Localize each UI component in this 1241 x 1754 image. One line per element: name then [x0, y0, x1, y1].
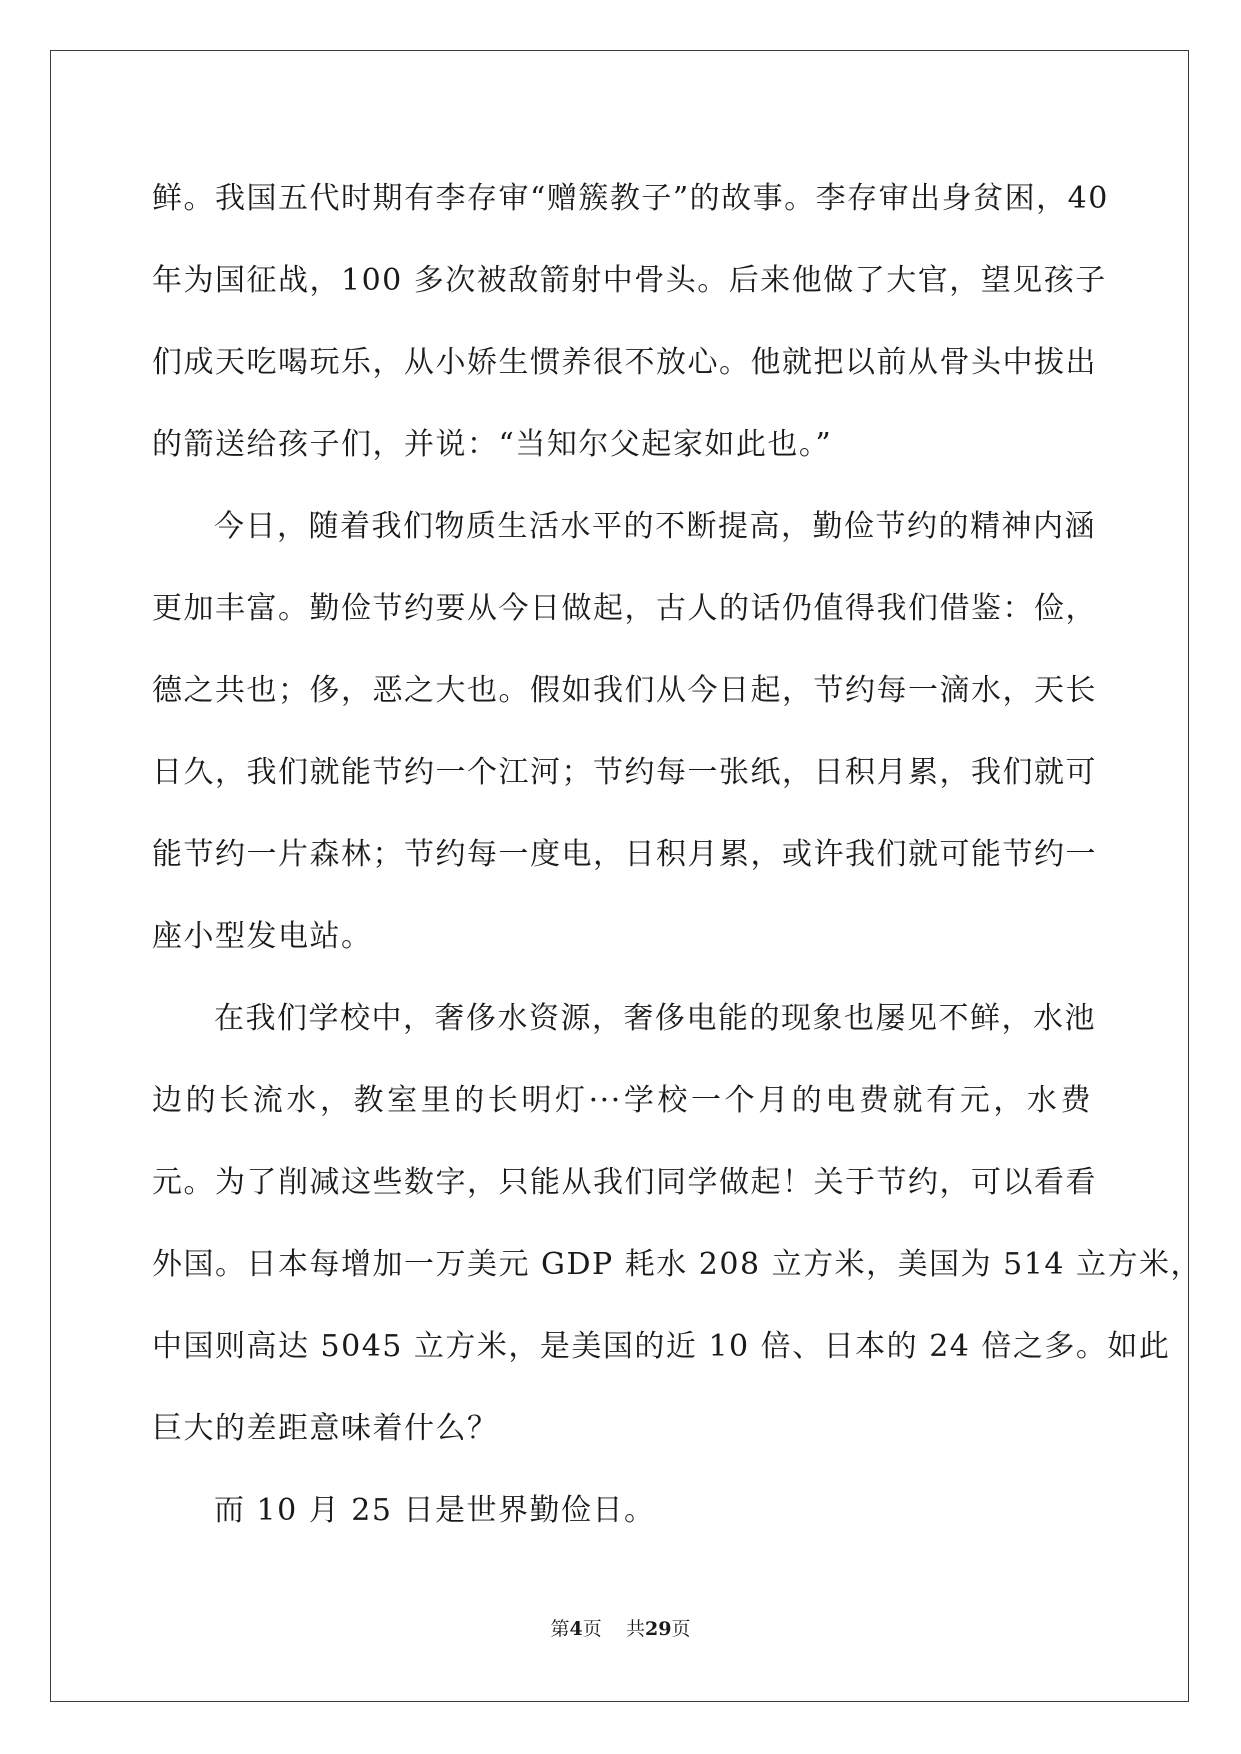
page-footer: [0, 1614, 1241, 1641]
text-line: 德之共也；侈，恶之大也。假如我们从今日起，节约每一滴水，天长: [152, 673, 1097, 708]
text-line: 座小型发电站。: [152, 919, 373, 954]
document-body: [152, 158, 1202, 1552]
text-line: 外国。日本每增加一万美元 GDP 耗水 208 立方米，美国为 514 立方米，: [152, 1247, 1202, 1282]
text-line: 日久，我们就能节约一个江河；节约每一张纸，日积月累，我们就可: [152, 755, 1097, 790]
total-page-number: 29: [644, 1618, 672, 1640]
footer-page-word: 页: [582, 1618, 602, 1640]
text-line: 更加丰富。勤俭节约要从今日做起，古人的话仍值得我们借鉴：俭，: [152, 591, 1097, 626]
text-line: 巨大的差距意味着什么？: [152, 1411, 499, 1446]
text-line: 们成天吃喝玩乐，从小娇生惯养很不放心。他就把以前从骨头中拔出: [152, 345, 1097, 380]
paragraph: [152, 158, 1109, 486]
text-line: 在我们学校中，奢侈水资源，奢侈电能的现象也屡见不鲜，水池: [214, 1001, 1096, 1036]
text-line: 年为国征战，100 多次被敌箭射中骨头。后来他做了大官，望见孩子: [152, 263, 1107, 298]
text-line: 而 10 月 25 日是世界勤俭日。: [214, 1493, 656, 1528]
paragraph: [152, 486, 1097, 978]
footer-prefix: 第: [550, 1618, 570, 1640]
paragraph: [152, 1470, 1092, 1552]
text-line: 中国则高达 5045 立方米，是美国的近 10 倍、日本的 24 倍之多。如此: [152, 1329, 1171, 1364]
text-line: 能节约一片森林；节约每一度电，日积月累，或许我们就可能节约一: [152, 837, 1097, 872]
text-line: 边的长流水，教室里的长明灯···学校一个月的电费就有元，水费: [152, 1083, 1092, 1118]
footer-total-suffix: 页: [671, 1618, 691, 1640]
text-line: 元。为了削减这些数字，只能从我们同学做起！关于节约，可以看看: [152, 1165, 1097, 1200]
text-line: 鲜。我国五代时期有李存审“赠簇教子”的故事。李存审出身贫困，40: [152, 181, 1109, 216]
current-page-number: 4: [569, 1618, 583, 1640]
paragraph: [152, 978, 1202, 1470]
text-line: 今日，随着我们物质生活水平的不断提高，勤俭节约的精神内涵: [214, 509, 1096, 544]
text-line: 的箭送给孩子们，并说：“当知尔父起家如此也。”: [152, 427, 833, 462]
footer-total-prefix: 共: [625, 1618, 645, 1640]
